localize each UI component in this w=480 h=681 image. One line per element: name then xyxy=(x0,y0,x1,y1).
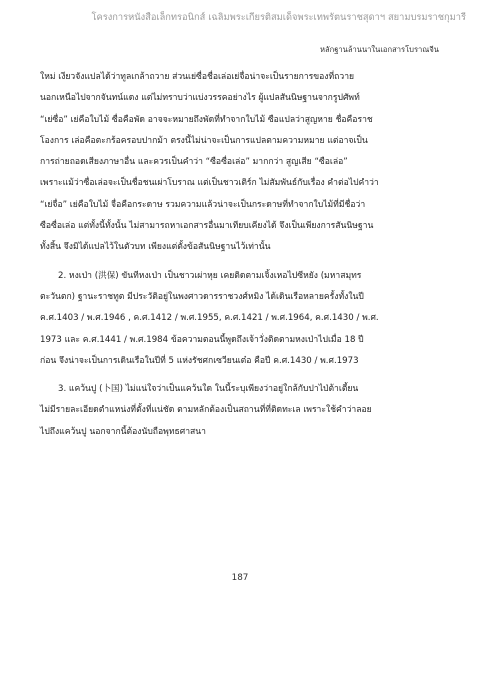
footnote-3 xyxy=(40,379,450,443)
footnote-line: 3. แคว้นปู (卜国) ไม่แน่ใจว่าเป็นแคว้นใด ในนี้ระบุเพียงว่าอยู่ใกล้กับปาไป่ต้าเตี้ยน xyxy=(58,384,359,395)
footnote-line: ก่อน จึงน่าจะเป็นการเดินเรือในปีที่ 5 แห่งรัชศกเซวียนเต๋อ คือปี ค.ศ.1430 / พ.ศ.1973 xyxy=(40,355,359,366)
footnote-line: 1973 และ ค.ศ.1441 / พ.ศ.1984 ข้อความตอนนี้พูดถึงเจ้าวั่งติดตามหงเป่าไปเมื่อ 18 ปี xyxy=(40,334,364,345)
text-line: การถ่ายถอดเสียงภาษาอื่น และควรเป็นคำว่า “ซือซื่อเล่อ” มากกว่า สูญเสีย “ซือเล่อ” xyxy=(40,157,348,168)
text-line: โองการ เล่อคือตะกร้อครอบปากม้า ตรงนี้ไม่น่าจะเป็นการแปลตามความหมาย แต่อาจเป็น xyxy=(40,135,368,146)
body-text xyxy=(40,67,450,443)
chapter-title: หลักฐานล้านนาในเอกสารโบราณจีน xyxy=(319,45,439,54)
text-line: เพราะแม้ว่าซื่อเล่อจะเป็นชื่อชนเผ่าโบราณ แต่เป็นชาวเติร์ก ไม่สัมพันธ์กับเรื่อง คำต่อไปคำว่า xyxy=(40,178,379,189)
text-line: “เย่ซื่อ” เย่คือใบไม้ ซื่อคือพัด อาจจะหมายถึงพัดที่ทำจากใบไม้ ซือแปลว่าสูญหาย ชื่อคือราช xyxy=(40,114,373,125)
text-line: ซือซื่อเล่อ แต่ทั้งนี้ทั้งนั้น ไม่สามารถหาเอกสารอื่นมาเทียบเคียงได้ จึงเป็นเพียงการสันนิษฐาน xyxy=(40,221,374,232)
project-title: โครงการหนังสือเล็กทรอนิกส์ เฉลิมพระเกียรติสมเด็จพระเทพรัตนราชสุดาฯ สยามบรมราชกุมารี xyxy=(91,12,466,23)
text-line: นอกเหนือไปจากจันทน์แดง แต่ไม่ทราบว่าแบ่งวรรคอย่างไร ผู้แปลสันนิษฐานจากรูปศัพท์ xyxy=(40,93,360,104)
text-line: ใหม่ เงียวจังแปลได้ว่าทูลเกล้าถวาย ส่วนเย่ซื่อชื่อเล่อเย่จื่อน่าจะเป็นรายการของที่ถวาย xyxy=(40,72,355,82)
footnote-2 xyxy=(40,266,450,372)
text-line: ทั้งสิ้น จึงมิได้แปลไว้ในตัวบท เพียงแต่ตั้งข้อสันนิษฐานไว้เท่านั้น xyxy=(40,242,271,253)
footnote-line: 2. หงเป่า (洪保) ขันทีหงเป่า เป็นชาวเผ่าหุย เคยติดตามเจิ้งเหอไปซีหยัง (มหาสมุทร xyxy=(58,270,362,281)
footnote-line: ไปถึงแคว้นปู นอกจากนี้ต้องนับถือพุทธศาสนา xyxy=(40,426,206,437)
footnote-line: ตะวันตก) ฐานะราชทูต มีประวัติอยู่ในพงศาวดารราชวงศ์หมิง ได้เดินเรือหลายครั้งทั้งในปี xyxy=(40,291,364,302)
footnote-line: ค.ศ.1403 / พ.ศ.1946 , ค.ศ.1412 / พ.ศ.1955, ค.ศ.1421 / พ.ศ.1964, ค.ศ.1430 / พ.ศ. xyxy=(40,313,379,324)
text-line: “เย่จื่อ” เย่คือใบไม้ จื่อคือกระดาษ รวมความแล้วน่าจะเป็นกระดาษที่ทำจากใบไม้ที่มีชื่อว่า xyxy=(40,199,366,210)
page-number: 187 xyxy=(231,573,249,583)
footnote-line: ไม่มีรายละเอียดตำแหน่งที่ตั้งที่แน่ชัด ตามหลักต้องเป็นสถานที่ที่ติดทะเล เพราะใช้คำว่าลอย xyxy=(40,405,372,416)
paragraph-1 xyxy=(40,67,450,259)
